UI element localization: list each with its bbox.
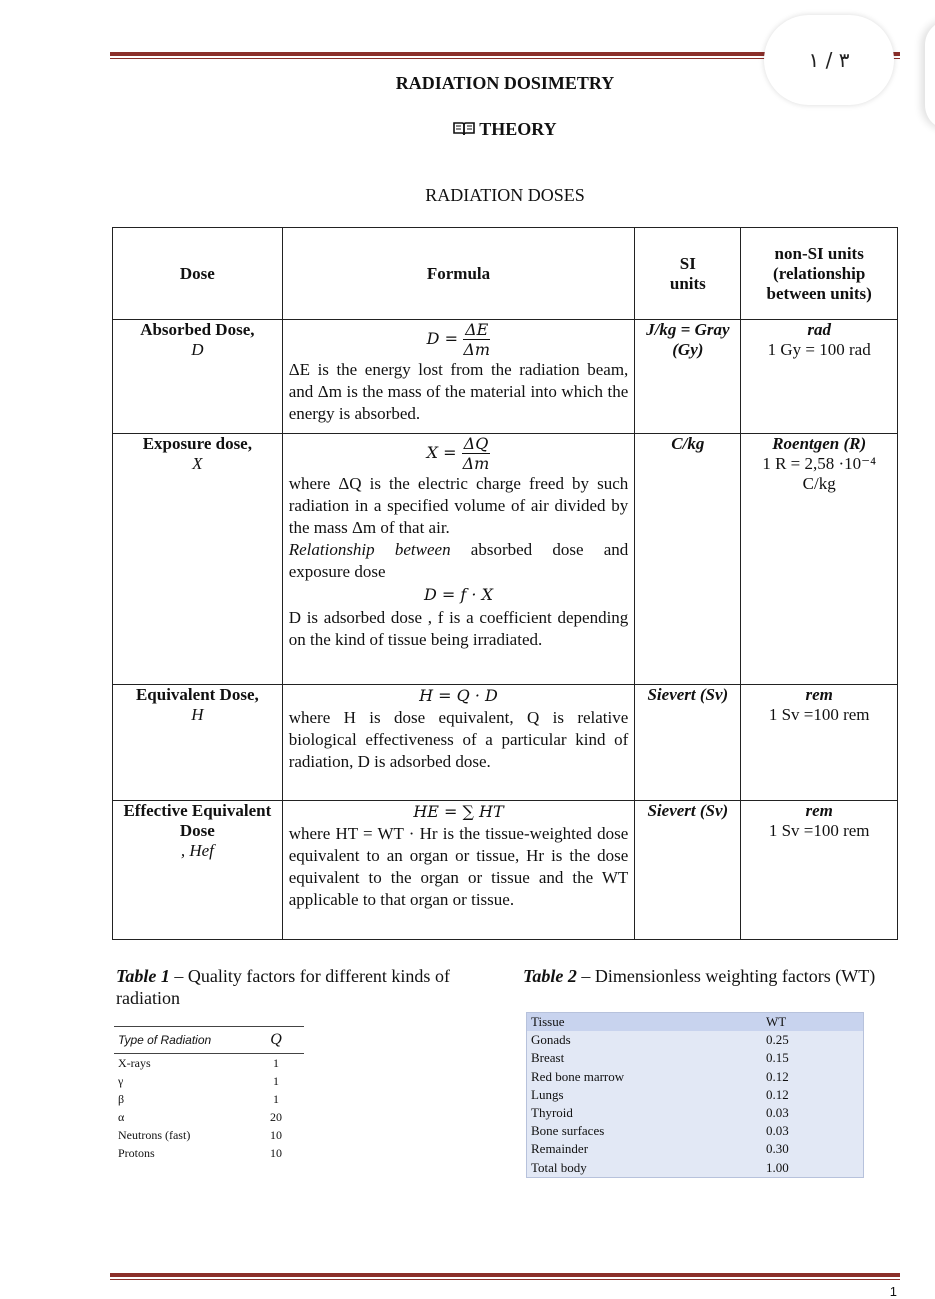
si-cell <box>635 320 741 434</box>
nonsi-cell <box>741 320 898 434</box>
table-row <box>527 1049 863 1067</box>
row-value: 1 <box>273 1091 279 1106</box>
row-label: Gonads <box>531 1032 571 1048</box>
quality-factors-table <box>114 1026 304 1162</box>
nonsi-relation: 1 R = 2,58 ·10⁻⁴ C/kg <box>762 454 877 493</box>
si-units: Sievert (Sv) <box>647 801 729 820</box>
row-label: α <box>118 1109 125 1124</box>
table-row <box>114 1108 304 1126</box>
dose-name: Equivalent Dose, <box>135 685 259 704</box>
dose-cell <box>113 434 283 685</box>
table2-header-wt: WT <box>766 1014 787 1030</box>
row-value: 0.25 <box>766 1032 789 1048</box>
header-si: SI units <box>635 228 741 320</box>
page-title: RADIATION DOSIMETRY <box>395 73 615 93</box>
formula-description: ΔE is the energy lost from the radiation beam, and Δm is the mass of the material into which the energy is absorbed. <box>288 360 629 423</box>
table-row <box>527 1086 863 1104</box>
si-units: Sievert (Sv) <box>647 685 729 704</box>
nonsi-relation: 1 Sv =100 rem <box>768 705 870 724</box>
table1-header-q: Q <box>270 1031 282 1048</box>
nonsi-unit: rem <box>805 685 833 704</box>
row-label: Lungs <box>531 1086 564 1102</box>
dose-symbol: X <box>192 454 203 473</box>
dose-symbol: , Hef <box>180 841 214 860</box>
table1-body <box>114 1054 304 1162</box>
formula: H = Q · D <box>419 686 498 705</box>
si-units: C/kg <box>671 434 705 453</box>
row-label: X-rays <box>118 1055 151 1070</box>
formula: X = $\frac{\Delta Q}{\Delta m}$ <box>426 434 490 473</box>
row-value: 0.12 <box>766 1068 789 1084</box>
table-row <box>527 1159 863 1177</box>
table1-caption: Table 1 – Quality factors for different kinds of radiation <box>116 966 450 1008</box>
weighting-factors-table <box>526 1012 864 1178</box>
nonsi-relation: 1 Sv =100 rem <box>768 821 870 840</box>
table2-body <box>527 1031 863 1177</box>
bottom-rule-thin <box>110 1279 900 1280</box>
formula: D = $\frac{\Delta E}{\Delta m}$ <box>426 320 491 359</box>
table-row <box>113 320 898 434</box>
nonsi-unit: rad <box>807 320 831 339</box>
table-row <box>114 1054 304 1072</box>
table-row <box>114 1126 304 1144</box>
row-value: 0.30 <box>766 1141 789 1157</box>
table1-header-type: Type of Radiation <box>118 1033 212 1047</box>
row-label: γ <box>118 1073 124 1088</box>
si-cell <box>635 434 741 685</box>
table2-caption: Table 2 – Dimensionless weighting factors (WT) <box>523 966 876 986</box>
table-row <box>114 1144 304 1162</box>
formula-cell <box>282 320 635 434</box>
table-row <box>527 1104 863 1122</box>
table-row <box>527 1031 863 1049</box>
table-row <box>114 1072 304 1090</box>
row-label: Bone surfaces <box>531 1123 605 1139</box>
row-value: 0.03 <box>766 1105 789 1121</box>
dose-symbol: H <box>191 705 204 724</box>
dose-cell <box>113 685 283 801</box>
row-label: Thyroid <box>531 1105 573 1121</box>
table-row <box>113 801 898 940</box>
formula-cell <box>282 434 635 685</box>
formula-description-secondary: D is adsorbed dose , f is a coefficient depending on the kind of tissue being irradiated. <box>288 608 629 649</box>
dose-cell <box>113 320 283 434</box>
row-label: Protons <box>118 1145 155 1160</box>
nonsi-cell <box>741 801 898 940</box>
theory-label: THEORY <box>479 119 557 139</box>
header-formula: Formula <box>282 228 635 320</box>
page-badge: ٣ / ١ <box>764 15 894 105</box>
formula-cell <box>282 685 635 801</box>
formula-description: where HT = WT · Hr is the tissue-weighted dose equivalent to an organ or tissue, Hr is the dose equivalent to the organ or tissue and the WT applicable to that organ or tissue. <box>288 824 629 909</box>
row-value: 0.03 <box>766 1123 789 1139</box>
row-label: Total body <box>531 1159 587 1175</box>
table1-header <box>114 1026 304 1054</box>
nonsi-unit: Roentgen (R) <box>772 434 867 453</box>
row-label: Breast <box>531 1050 565 1066</box>
row-value: 0.15 <box>766 1050 789 1066</box>
table-row <box>114 1090 304 1108</box>
row-value: 1.00 <box>766 1159 789 1175</box>
subtitle: RADIATION DOSES <box>425 185 585 205</box>
table-row <box>113 685 898 801</box>
formula-cell <box>282 801 635 940</box>
doses-table <box>112 227 898 940</box>
row-value: 20 <box>270 1109 282 1124</box>
formula-secondary: D = f · X <box>424 585 493 604</box>
page-number: 1 <box>889 1284 897 1299</box>
table-header-row <box>113 228 898 320</box>
row-label: Red bone marrow <box>531 1068 625 1084</box>
dose-cell <box>113 801 283 940</box>
si-units: J/kg = Gray (Gy) <box>646 320 730 359</box>
table-row <box>527 1122 863 1140</box>
table2-header-tissue: Tissue <box>531 1014 565 1030</box>
nonsi-relation: 1 Gy = 100 rad <box>767 340 871 359</box>
nonsi-unit: rem <box>805 801 833 820</box>
nonsi-cell <box>741 434 898 685</box>
formula-description: where ΔQ is the electric charge freed by such radiation in a specified volume of air divided by the mass Δm of that air. <box>288 474 629 537</box>
dose-name: Absorbed Dose, <box>140 320 255 339</box>
dose-name: Exposure dose, <box>142 434 252 453</box>
section-heading <box>0 119 935 140</box>
dose-name: Effective Equivalent Dose <box>123 801 272 840</box>
header-dose: Dose <box>113 228 283 320</box>
row-label: Remainder <box>531 1141 589 1157</box>
formula-description: where H is dose equivalent, Q is relative biological effectiveness of a particular kind of radiation, D is adsorbed dose. <box>288 708 629 771</box>
header-nonsi: non-SI units (relationship between units) <box>741 228 898 320</box>
row-label: Neutrons (fast) <box>118 1127 191 1142</box>
formula: HE = ∑ HT <box>413 802 504 821</box>
row-value: 0.12 <box>766 1086 789 1102</box>
book-icon <box>453 122 475 136</box>
table-row <box>113 434 898 685</box>
row-value: 10 <box>270 1127 282 1142</box>
row-value: 1 <box>273 1073 279 1088</box>
bottom-rule <box>110 1273 900 1277</box>
nonsi-cell <box>741 685 898 801</box>
table-row <box>527 1068 863 1086</box>
table2-header <box>527 1013 863 1031</box>
relationship-text: Relationship between absorbed dose and exposure dose <box>288 540 629 581</box>
dose-symbol: D <box>191 340 204 359</box>
si-cell <box>635 685 741 801</box>
table-row <box>527 1140 863 1158</box>
row-value: 1 <box>273 1055 279 1070</box>
row-value: 10 <box>270 1145 282 1160</box>
row-label: β <box>118 1091 125 1106</box>
si-cell <box>635 801 741 940</box>
